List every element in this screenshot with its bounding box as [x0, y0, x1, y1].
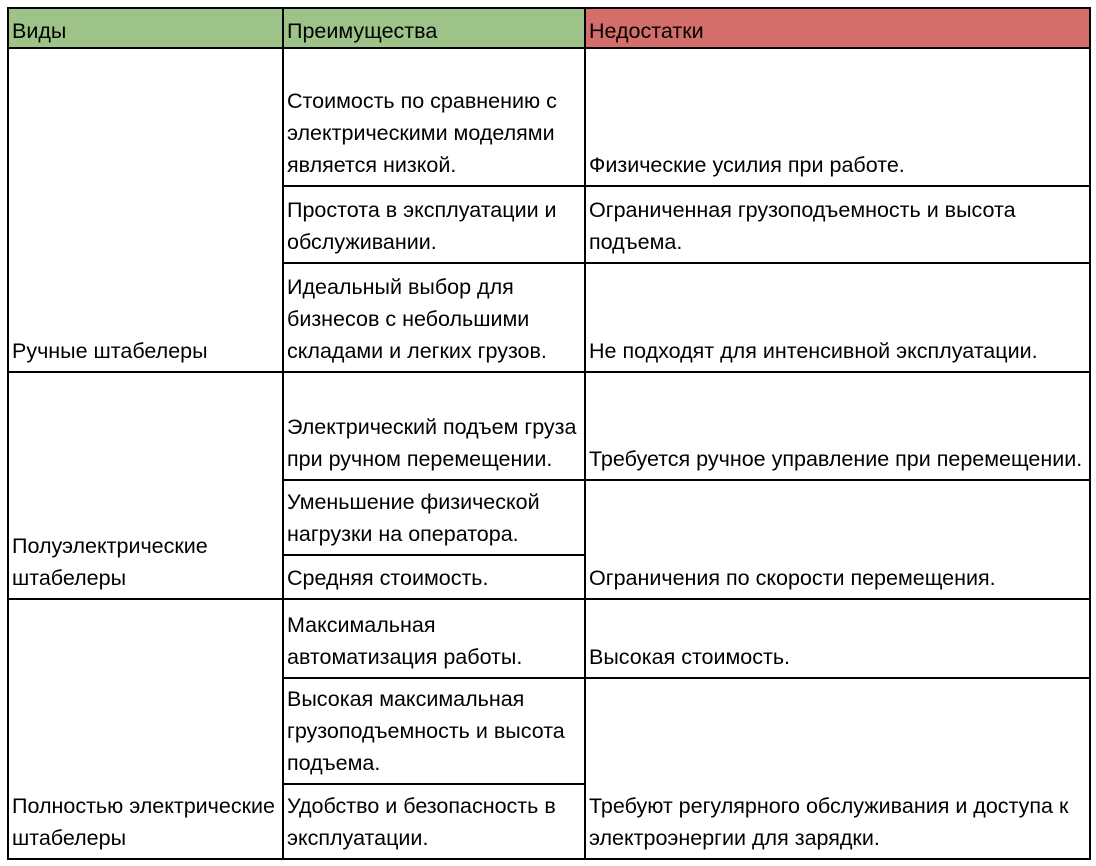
disadvantage-cell: Ограниченная грузоподъемность и высота подъема.	[585, 186, 1090, 263]
type-cell-manual: Ручные штабелеры	[8, 48, 283, 372]
table-row	[8, 599, 1090, 678]
advantage-cell: Средняя стоимость.	[283, 555, 585, 599]
advantage-cell: Электрический подъем груза при ручном перемещении.	[283, 372, 585, 480]
advantage-cell: Высокая максимальная грузоподъемность и высота подъема.	[283, 678, 585, 784]
type-cell-full-electric: Полностью электрические штабелеры	[8, 599, 283, 859]
disadvantage-cell: Требуется ручное управление при перемещении.	[585, 372, 1090, 480]
table-row	[8, 372, 1090, 480]
disadvantage-cell: Физические усилия при работе.	[585, 48, 1090, 186]
stacker-comparison-table	[7, 7, 1091, 860]
advantage-cell: Уменьшение физической нагрузки на оператора.	[283, 480, 585, 555]
advantage-cell: Удобство и безопасность в эксплуатации.	[283, 784, 585, 859]
comparison-table-container	[7, 7, 1091, 860]
advantage-cell: Идеальный выбор для бизнесов с небольшими складами и легких грузов.	[283, 263, 585, 372]
header-disadvantages: Недостатки	[585, 8, 1090, 48]
disadvantage-cell: Не подходят для интенсивной эксплуатации.	[585, 263, 1090, 372]
type-cell-semi-electric: Полуэлектрические штабелеры	[8, 372, 283, 599]
header-row	[8, 8, 1090, 48]
header-types: Виды	[8, 8, 283, 48]
advantage-cell: Стоимость по сравнению с электрическими моделями является низкой.	[283, 48, 585, 186]
advantage-cell: Максимальная автоматизация работы.	[283, 599, 585, 678]
disadvantage-cell: Ограничения по скорости перемещения.	[585, 480, 1090, 599]
table-row	[8, 48, 1090, 186]
disadvantage-cell: Требуют регулярного обслуживания и доступа к электроэнергии для зарядки.	[585, 678, 1090, 859]
header-advantages: Преимущества	[283, 8, 585, 48]
disadvantage-cell: Высокая стоимость.	[585, 599, 1090, 678]
advantage-cell: Простота в эксплуатации и обслуживании.	[283, 186, 585, 263]
